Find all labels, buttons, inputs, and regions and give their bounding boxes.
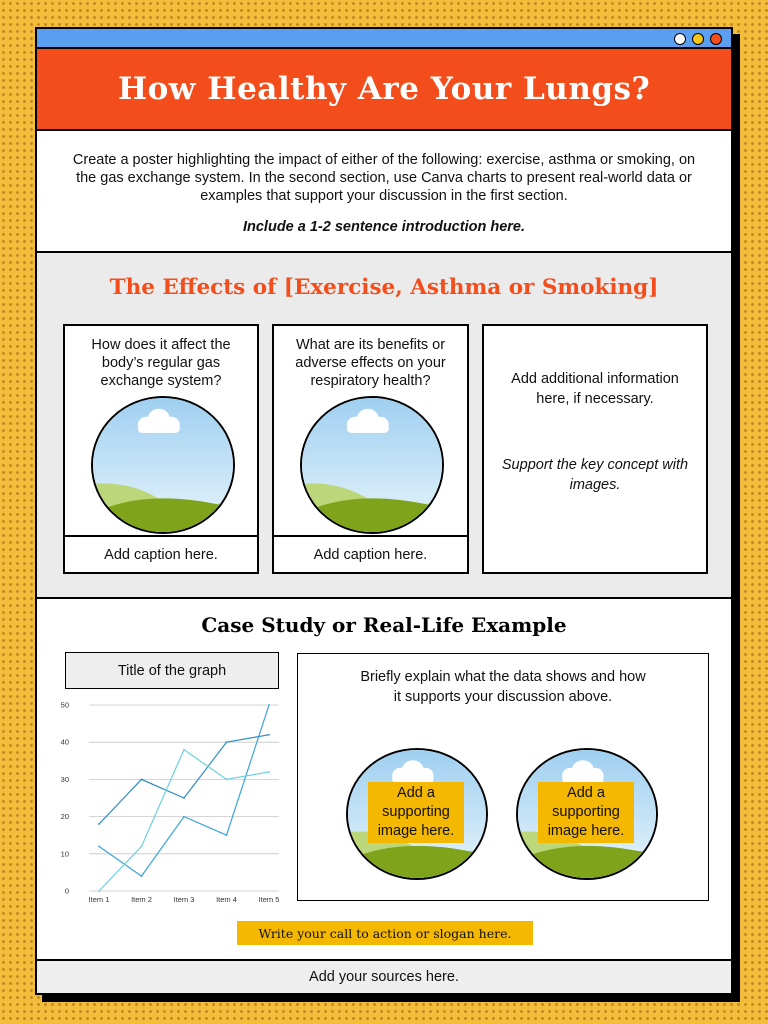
y-tick-label: 20 bbox=[60, 812, 69, 822]
poster bbox=[35, 27, 733, 995]
y-tick-label: 50 bbox=[60, 700, 69, 710]
page-title: How Healthy Are Your Lungs? bbox=[117, 71, 651, 107]
data-point bbox=[141, 779, 143, 781]
series-line bbox=[99, 705, 269, 876]
info-card bbox=[482, 324, 708, 574]
y-tick-label: 40 bbox=[60, 737, 69, 747]
series-line bbox=[99, 750, 269, 891]
x-tick-label: Item 2 bbox=[131, 895, 152, 904]
graph-title: Title of the graph bbox=[65, 652, 279, 689]
effect-card bbox=[63, 324, 259, 574]
header-banner bbox=[37, 49, 731, 131]
y-tick-label: 30 bbox=[60, 774, 69, 784]
intro-description: Create a poster highlighting the impact of either of the following: exercise, asthma or smoking, on the gas exchange system. In the second section, use Canva charts to present real-world data or examples that support your discussion in the first section. bbox=[72, 152, 696, 204]
effect-card bbox=[272, 324, 469, 574]
line-chart bbox=[51, 695, 291, 911]
window-dot-icon bbox=[692, 33, 704, 45]
data-point bbox=[183, 749, 185, 751]
x-tick-label: Item 1 bbox=[88, 895, 110, 904]
data-point bbox=[141, 845, 143, 847]
supporting-image-label: Add a supporting image here. bbox=[538, 782, 634, 843]
data-point bbox=[183, 816, 185, 818]
supporting-image-label: Add a supporting image here. bbox=[368, 782, 464, 843]
data-point bbox=[268, 734, 270, 736]
window-dot-icon bbox=[674, 33, 686, 45]
data-point bbox=[98, 890, 100, 892]
explanation-text: Briefly explain what the data shows and how it supports your discussion above. bbox=[360, 669, 646, 705]
case-study-title: Case Study or Real-Life Example bbox=[201, 613, 567, 637]
y-tick-label: 10 bbox=[60, 849, 69, 859]
card-question: How does it affect the body’s regular gas exchange system? bbox=[91, 337, 231, 389]
info-note: Support the key concept with images. bbox=[501, 457, 689, 493]
intro-instruction: Include a 1-2 sentence introduction here. bbox=[242, 219, 525, 235]
case-study-section bbox=[37, 599, 731, 959]
card-question: What are its benefits or adverse effects on your respiratory health? bbox=[295, 337, 446, 389]
landscape-image-placeholder[interactable] bbox=[91, 396, 235, 534]
info-text: Add additional information here, if necessary. bbox=[511, 371, 679, 407]
data-point bbox=[98, 845, 100, 847]
explanation-box bbox=[297, 653, 709, 901]
x-tick-label: Item 3 bbox=[173, 895, 195, 904]
x-tick-label: Item 4 bbox=[216, 895, 237, 904]
data-point bbox=[268, 704, 270, 706]
x-tick-label: Item 5 bbox=[258, 895, 280, 904]
data-point bbox=[98, 823, 100, 825]
card-caption: Add caption here. bbox=[65, 535, 257, 572]
effects-title: The Effects of [Exercise, Asthma or Smoking] bbox=[109, 275, 659, 300]
y-tick-label: 0 bbox=[64, 886, 69, 896]
data-point bbox=[183, 797, 185, 799]
window-dot-icon bbox=[710, 33, 722, 45]
card-caption: Add caption here. bbox=[274, 535, 467, 572]
data-point bbox=[268, 771, 270, 773]
window-bar bbox=[37, 29, 731, 49]
effects-section bbox=[37, 253, 731, 599]
data-point bbox=[226, 834, 228, 836]
landscape-image-placeholder[interactable] bbox=[300, 396, 444, 534]
data-point bbox=[141, 875, 143, 877]
data-point bbox=[226, 779, 228, 781]
intro-section bbox=[37, 131, 731, 253]
sources-footer: Add your sources here. bbox=[37, 959, 731, 993]
call-to-action: Write your call to action or slogan here. bbox=[237, 921, 533, 945]
data-point bbox=[226, 741, 228, 743]
